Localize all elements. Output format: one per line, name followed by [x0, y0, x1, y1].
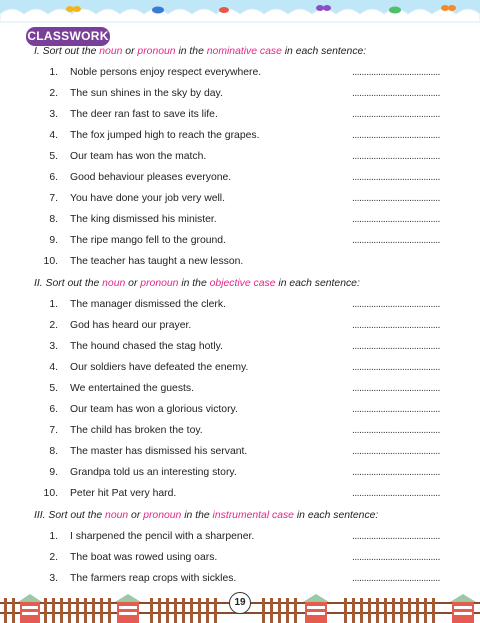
- item-number: 9.: [49, 467, 58, 478]
- heading-case: nominative case: [206, 46, 282, 57]
- answer-line[interactable]: .....................................: [352, 446, 440, 457]
- answer-line[interactable]: .....................................: [352, 383, 440, 394]
- item-number: 10.: [43, 488, 58, 499]
- list-item: [0, 425, 480, 439]
- answer-line[interactable]: .....................................: [352, 531, 440, 542]
- item-number: 8.: [49, 214, 58, 225]
- section-3-heading: [34, 510, 378, 521]
- answer-line[interactable]: .....................................: [352, 172, 440, 183]
- answer-line[interactable]: .....................................: [352, 193, 440, 204]
- item-sentence: The farmers reap crops with sickles.: [70, 573, 237, 584]
- heading-text: III. Sort out the: [34, 510, 106, 521]
- item-sentence: The sun shines in the sky by day.: [70, 88, 223, 99]
- list-item: [0, 488, 480, 502]
- list-item: [0, 299, 480, 313]
- list-item: [0, 67, 480, 81]
- item-number: 6.: [49, 404, 58, 415]
- heading-text: or: [125, 278, 141, 289]
- answer-line[interactable]: .....................................: [352, 130, 440, 141]
- list-item: [0, 573, 480, 587]
- bird-icon: [152, 7, 164, 14]
- item-sentence: The king dismissed his minister.: [70, 214, 217, 225]
- item-sentence: The teacher has taught a new lesson.: [70, 256, 244, 267]
- list-item: [0, 320, 480, 334]
- item-sentence: I sharpened the pencil with a sharpener.: [70, 531, 255, 542]
- heading-case: instrumental case: [212, 510, 294, 521]
- heading-text: in the: [175, 46, 207, 57]
- bird-icon: [389, 7, 401, 14]
- list-item: [0, 531, 480, 545]
- item-number: 1.: [49, 67, 58, 78]
- item-sentence: Good behaviour pleases everyone.: [70, 172, 232, 183]
- answer-line[interactable]: .....................................: [352, 341, 440, 352]
- item-sentence: Our team has won the match.: [70, 151, 207, 162]
- item-number: 10.: [43, 256, 58, 267]
- list-item: [0, 341, 480, 355]
- answer-line[interactable]: .....................................: [352, 320, 440, 331]
- list-item: [0, 193, 480, 207]
- item-sentence: The child has broken the toy.: [70, 425, 203, 436]
- heading-noun: noun: [102, 278, 126, 289]
- item-sentence: The fox jumped high to reach the grapes.: [70, 130, 260, 141]
- item-number: 7.: [49, 425, 58, 436]
- house-icon: [115, 594, 141, 623]
- item-number: 1.: [49, 531, 58, 542]
- list-item: [0, 130, 480, 144]
- item-sentence: The ripe mango fell to the ground.: [70, 235, 226, 246]
- answer-line[interactable]: .....................................: [352, 299, 440, 310]
- heading-text: in each sentence:: [293, 510, 379, 521]
- item-sentence: The master has dismissed his servant.: [70, 446, 248, 457]
- item-number: 3.: [49, 341, 58, 352]
- answer-line[interactable]: .....................................: [352, 235, 440, 246]
- answer-line[interactable]: .....................................: [352, 362, 440, 373]
- answer-line[interactable]: .....................................: [352, 488, 440, 499]
- item-sentence: The manager dismissed the clerk.: [70, 299, 226, 310]
- list-item: [0, 235, 480, 249]
- item-sentence: Noble persons enjoy respect everywhere.: [70, 67, 262, 78]
- heading-text: or: [128, 510, 144, 521]
- item-sentence: The hound chased the stag hotly.: [70, 341, 223, 352]
- list-item: [0, 172, 480, 186]
- list-item: [0, 214, 480, 228]
- item-number: 3.: [49, 109, 58, 120]
- item-number: 2.: [49, 320, 58, 331]
- heading-text: in each sentence:: [281, 46, 367, 57]
- heading-text: II. Sort out the: [34, 278, 103, 289]
- list-item: [0, 109, 480, 123]
- item-number: 8.: [49, 446, 58, 457]
- list-item: [0, 256, 480, 270]
- answer-line[interactable]: .....................................: [352, 425, 440, 436]
- list-item: [0, 467, 480, 481]
- item-sentence: Our soldiers have defeated the enemy.: [70, 362, 249, 373]
- item-number: 7.: [49, 193, 58, 204]
- item-sentence: The boat was rowed using oars.: [70, 552, 218, 563]
- top-decorative-border: [0, 0, 480, 24]
- heading-text: in the: [178, 278, 210, 289]
- answer-line[interactable]: .....................................: [352, 404, 440, 415]
- list-item: [0, 383, 480, 397]
- item-number: 9.: [49, 235, 58, 246]
- answer-line[interactable]: .....................................: [352, 67, 440, 78]
- house-icon: [18, 594, 42, 623]
- list-item: [0, 362, 480, 376]
- item-sentence: Grandpa told us an interesting story.: [70, 467, 237, 478]
- answer-line[interactable]: .....................................: [352, 467, 440, 478]
- answer-line[interactable]: .....................................: [352, 552, 440, 563]
- list-item: [0, 446, 480, 460]
- heading-pronoun: pronoun: [143, 510, 182, 521]
- item-sentence: God has heard our prayer.: [70, 320, 192, 331]
- item-number: 1.: [49, 299, 58, 310]
- item-number: 5.: [49, 151, 58, 162]
- list-item: [0, 552, 480, 566]
- item-sentence: Our team has won a glorious victory.: [70, 404, 238, 415]
- heading-pronoun: pronoun: [140, 278, 179, 289]
- item-sentence: We entertained the guests.: [70, 383, 194, 394]
- item-number: 4.: [49, 362, 58, 373]
- item-sentence: The deer ran fast to save its life.: [70, 109, 218, 120]
- list-item: [0, 151, 480, 165]
- bird-icon: [219, 7, 229, 13]
- item-number: 3.: [49, 573, 58, 584]
- item-number: 2.: [49, 88, 58, 99]
- item-number: 2.: [49, 552, 58, 563]
- item-sentence: You have done your job very well.: [70, 193, 225, 204]
- heading-noun: noun: [105, 510, 129, 521]
- answer-line[interactable]: .....................................: [352, 573, 440, 584]
- item-number: 6.: [49, 172, 58, 183]
- section-2-heading: [34, 278, 360, 289]
- house-icon: [450, 594, 476, 623]
- answer-line[interactable]: .....................................: [352, 214, 440, 225]
- item-number: 5.: [49, 383, 58, 394]
- item-number: 4.: [49, 130, 58, 141]
- heading-text: I. Sort out the: [34, 46, 100, 57]
- heading-pronoun: pronoun: [137, 46, 176, 57]
- classwork-badge: CLASSWORK: [26, 27, 110, 46]
- page-number: 19: [229, 592, 251, 614]
- list-item: [0, 404, 480, 418]
- list-item: [0, 88, 480, 102]
- heading-text: or: [122, 46, 138, 57]
- heading-case: objective case: [209, 278, 276, 289]
- answer-line[interactable]: .....................................: [352, 88, 440, 99]
- answer-line[interactable]: .....................................: [352, 151, 440, 162]
- section-1-heading: [34, 46, 366, 57]
- house-icon: [303, 594, 329, 623]
- heading-text: in the: [181, 510, 213, 521]
- heading-text: in each sentence:: [275, 278, 360, 289]
- item-sentence: Peter hit Pat very hard.: [70, 488, 177, 499]
- heading-noun: noun: [99, 46, 123, 57]
- answer-line[interactable]: .....................................: [352, 109, 440, 120]
